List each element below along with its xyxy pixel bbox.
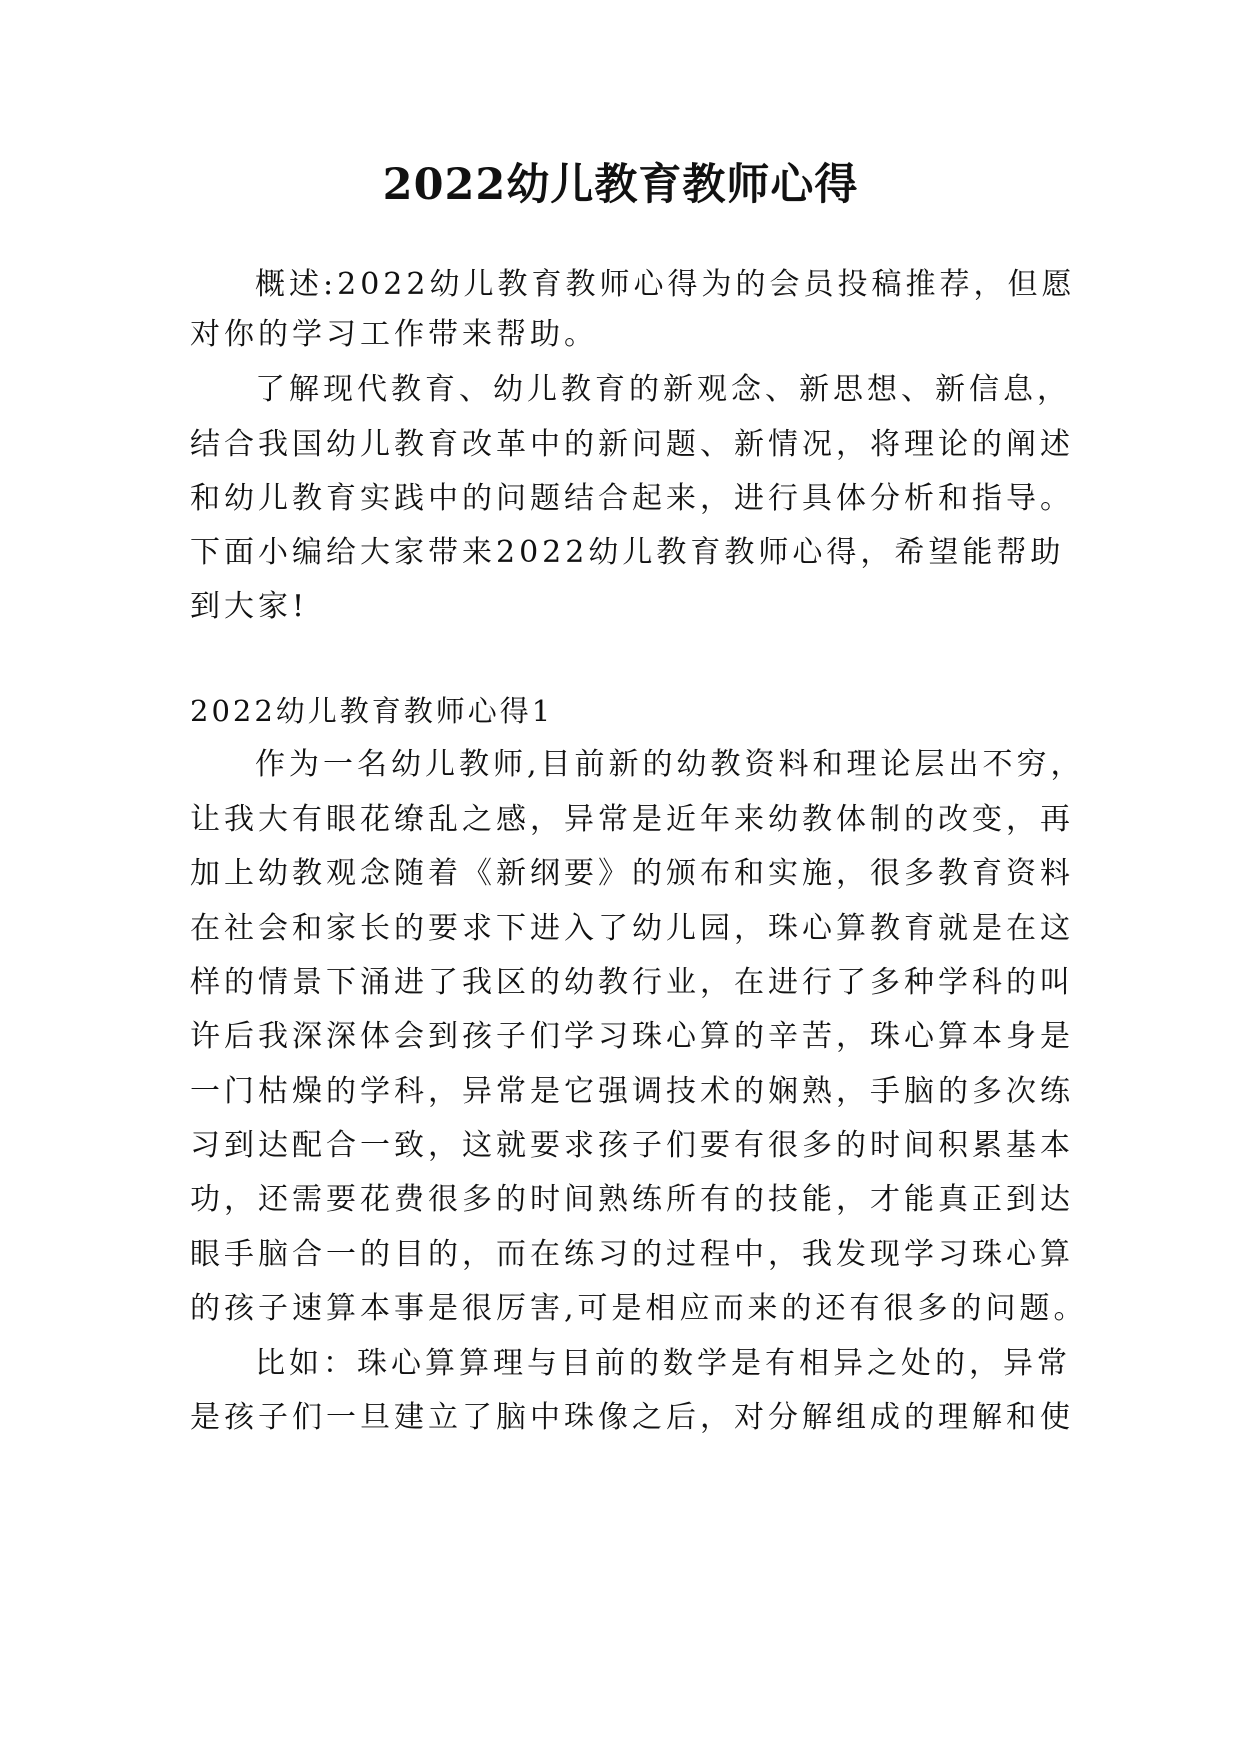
- intro-line-4: 下面小编给大家带来2022幼儿教育教师心得，希望能帮助: [190, 535, 1065, 570]
- intro-line-2: 结合我国幼儿教育改革中的新问题、新情况，将理论的阐述: [190, 427, 1074, 462]
- intro-line-3: 和幼儿教育实践中的问题结合起来，进行具体分析和指导。: [190, 481, 1074, 516]
- summary-line-2: 对你的学习工作带来帮助。: [190, 317, 598, 352]
- section-line-8: 习到达配合一致，这就要求孩子们要有很多的时间积累基本: [190, 1128, 1074, 1163]
- example-line-2: 是孩子们一旦建立了脑中珠像之后，对分解组成的理解和使: [190, 1400, 1074, 1435]
- intro-line-1: 了解现代教育、幼儿教育的新观念、新思想、新信息，: [255, 372, 1071, 407]
- section-line-7: 一门枯燥的学科，异常是它强调技术的娴熟，手脑的多次练: [190, 1074, 1074, 1109]
- section-line-5: 样的情景下涌进了我区的幼教行业，在进行了多种学科的叫: [190, 965, 1074, 1000]
- summary-line-1: 概述:2022幼儿教育教师心得为的会员投稿推荐，但愿: [255, 267, 1076, 302]
- section-heading: 2022幼儿教育教师心得1: [190, 694, 554, 728]
- intro-line-5: 到大家!: [190, 589, 309, 624]
- section-line-10: 眼手脑合一的目的，而在练习的过程中，我发现学习珠心算: [190, 1237, 1074, 1272]
- example-line-1: 比如：珠心算算理与目前的数学是有相异之处的，异常: [255, 1346, 1071, 1381]
- section-line-1: 作为一名幼儿教师,目前新的幼教资料和理论层出不穷，: [255, 747, 1085, 782]
- section-line-4: 在社会和家长的要求下进入了幼儿园，珠心算教育就是在这: [190, 911, 1074, 946]
- section-line-6: 许后我深深体会到孩子们学习珠心算的辛苦，珠心算本身是: [190, 1019, 1074, 1054]
- document-title: 2022幼儿教育教师心得: [382, 160, 859, 210]
- section-line-2: 让我大有眼花缭乱之感，异常是近年来幼教体制的改变，再: [190, 802, 1074, 837]
- section-line-3: 加上幼教观念随着《新纲要》的颁布和实施，很多教育资料: [190, 856, 1074, 891]
- section-line-11: 的孩子速算本事是很厉害,可是相应而来的还有很多的问题。: [190, 1291, 1088, 1326]
- section-line-9: 功，还需要花费很多的时间熟练所有的技能，才能真正到达: [190, 1182, 1074, 1217]
